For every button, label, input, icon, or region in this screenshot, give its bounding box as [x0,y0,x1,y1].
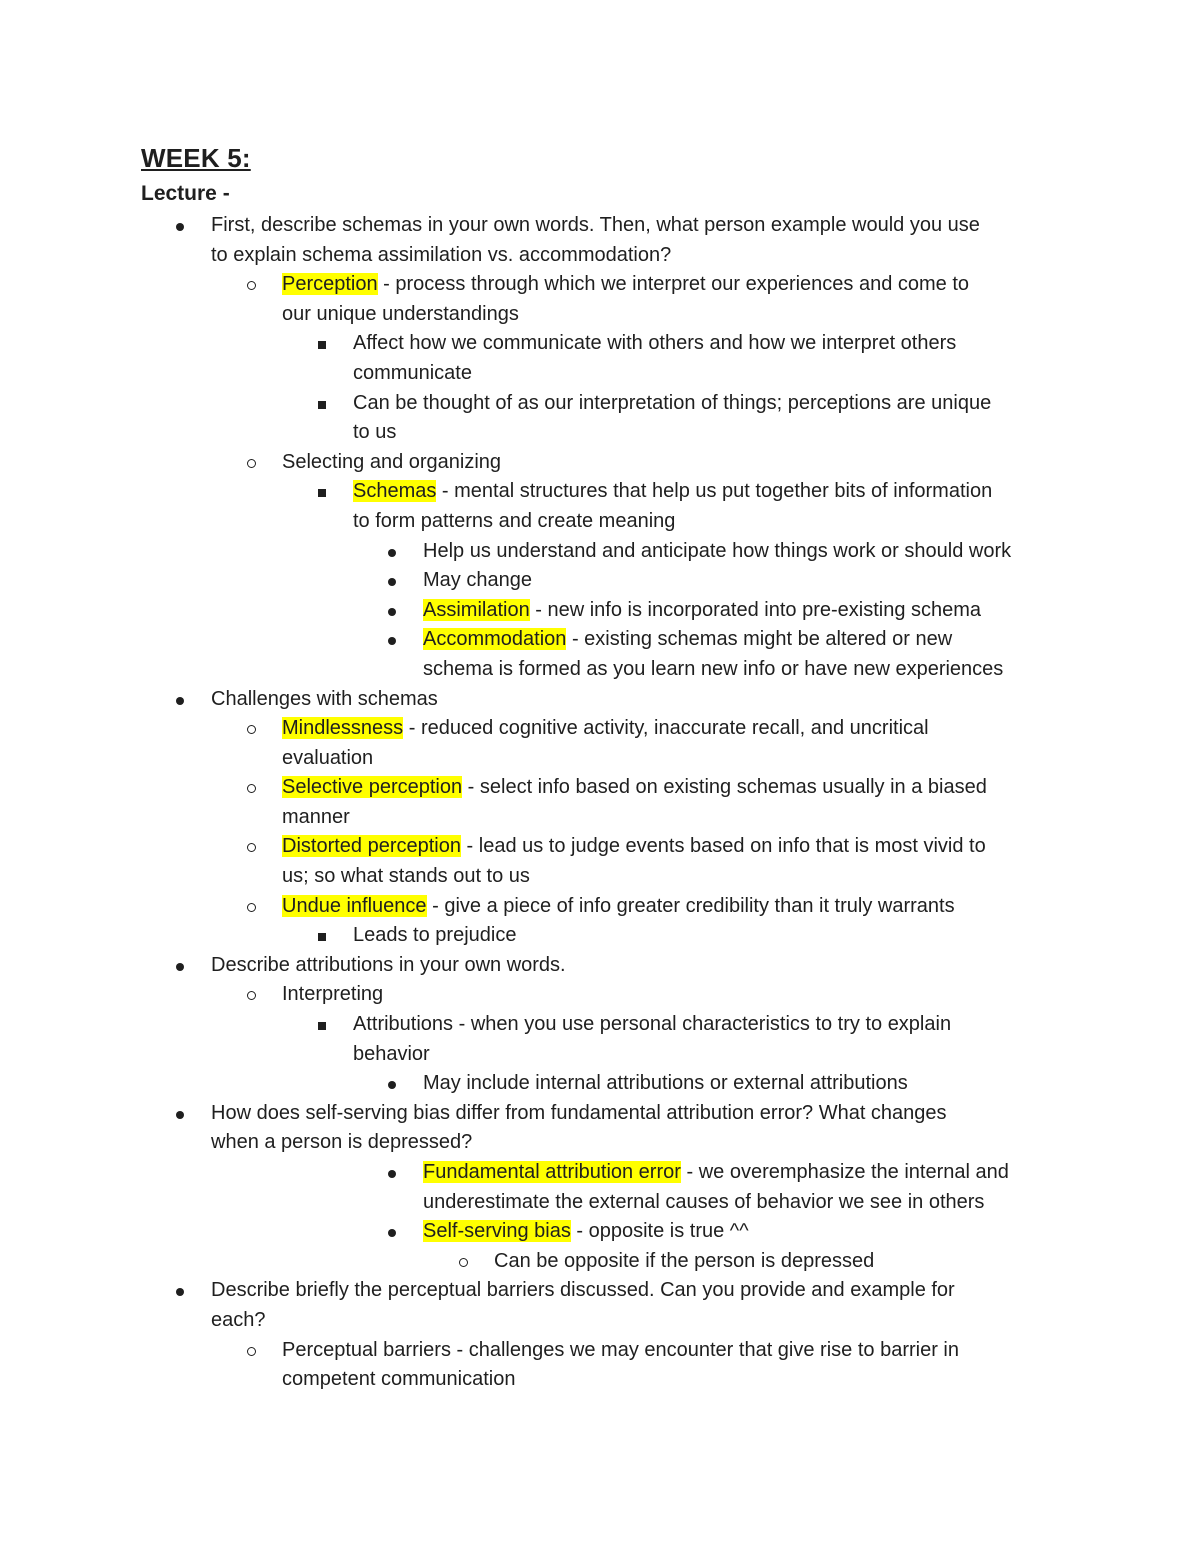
highlighted-term: Selective perception [282,776,463,799]
list-item [0,1158,1200,1217]
list-item [0,566,1200,596]
item-text: - lead us to judge events based on info that is most vivid to [460,835,986,858]
list-item [0,270,1200,329]
item-text: when a person is depressed? [211,1131,473,1154]
list-item [0,1217,1200,1247]
item-text: competent communication [282,1368,516,1391]
list-item [0,477,1200,536]
highlighted-term: Self-serving bias [423,1220,571,1243]
list-item [0,1010,1200,1069]
highlighted-term: Mindlessness [282,717,404,740]
highlighted-term: Fundamental attribution error [423,1161,681,1183]
item-text: behavior [353,1042,430,1065]
list-item [0,625,1200,684]
notes-list [0,211,1200,1395]
item-text: Describe attributions in your own words. [211,953,566,976]
list-item [0,892,1200,922]
list-item [0,329,1200,388]
item-text: Attributions - when you use personal characteristics to try to explain [353,1013,952,1036]
list-item [0,211,1200,270]
list-item [0,714,1200,773]
highlighted-term: Assimilation [423,598,530,621]
item-text: underestimate the external causes of behavior we see in others [423,1190,985,1213]
item-text: to explain schema assimilation vs. accommodation? [211,243,672,266]
item-text: Interpreting [282,983,384,1006]
list-item [0,773,1200,832]
list-item [0,537,1200,567]
item-text: Affect how we communicate with others and how we interpret others [353,332,957,355]
list-item [0,951,1200,981]
list-item [0,389,1200,448]
item-text: schema is formed as you learn new info or have new experiences [423,657,1004,680]
highlighted-term: Distorted perception [282,835,461,858]
highlighted-term: Undue influence [282,894,427,917]
list-item [0,832,1200,891]
item-text: - we overemphasize the internal and [680,1161,1009,1183]
list-item [0,1099,1200,1158]
item-text: Help us understand and anticipate how things work or should work [423,539,1012,562]
list-item [0,1247,1200,1277]
item-text: - opposite is true ^^ [570,1220,749,1243]
item-text: Describe briefly the perceptual barriers discussed. Can you provide and example for [211,1279,955,1302]
item-text: each? [211,1308,266,1331]
list-item [0,596,1200,626]
list-item [0,1336,1200,1395]
list-item [0,448,1200,478]
page-title: WEEK 5: [141,143,251,173]
item-text: manner [282,805,350,828]
list-item [0,685,1200,715]
item-text: - process through which we interpret our experiences and come to [377,273,970,296]
item-text: us; so what stands out to us [282,865,530,888]
item-text: How does self-serving bias differ from fundamental attribution error? What changes [211,1101,947,1124]
item-text: Can be opposite if the person is depressed [494,1249,875,1272]
section-heading: Lecture - [141,182,230,205]
item-text: - reduced cognitive activity, inaccurate recall, and uncritical [403,717,929,740]
item-text: First, describe schemas in your own words. Then, what person example would you use [211,214,980,236]
item-text: - new info is incorporated into pre-existing schema [529,598,982,621]
item-text: - existing schemas might be altered or new [566,628,953,651]
item-text: May change [423,569,532,592]
item-text: to us [353,421,397,444]
item-text: - select info based on existing schemas usually in a biased [462,776,987,799]
item-text: Challenges with schemas [211,687,438,710]
item-text: Leads to prejudice [353,924,517,947]
list-item [0,921,1200,951]
item-text: May include internal attributions or external attributions [423,1072,908,1095]
item-text: Can be thought of as our interpretation of things; perceptions are unique [353,391,992,414]
highlighted-term: Accommodation [423,628,567,651]
list-item [0,1069,1200,1099]
item-text: - give a piece of info greater credibility than it truly warrants [426,894,955,917]
item-text: our unique understandings [282,302,519,325]
item-text: Selecting and organizing [282,450,502,473]
item-text: to form patterns and create meaning [353,509,676,532]
item-text: - mental structures that help us put together bits of information [436,480,993,503]
highlighted-term: Schemas [353,480,437,503]
item-text: evaluation [282,746,374,769]
highlighted-term: Perception [282,273,378,296]
list-item [0,1276,1200,1335]
item-text: Perceptual barriers - challenges we may encounter that give rise to barrier in [282,1338,959,1361]
item-text: communicate [353,361,472,384]
list-item [0,980,1200,1010]
